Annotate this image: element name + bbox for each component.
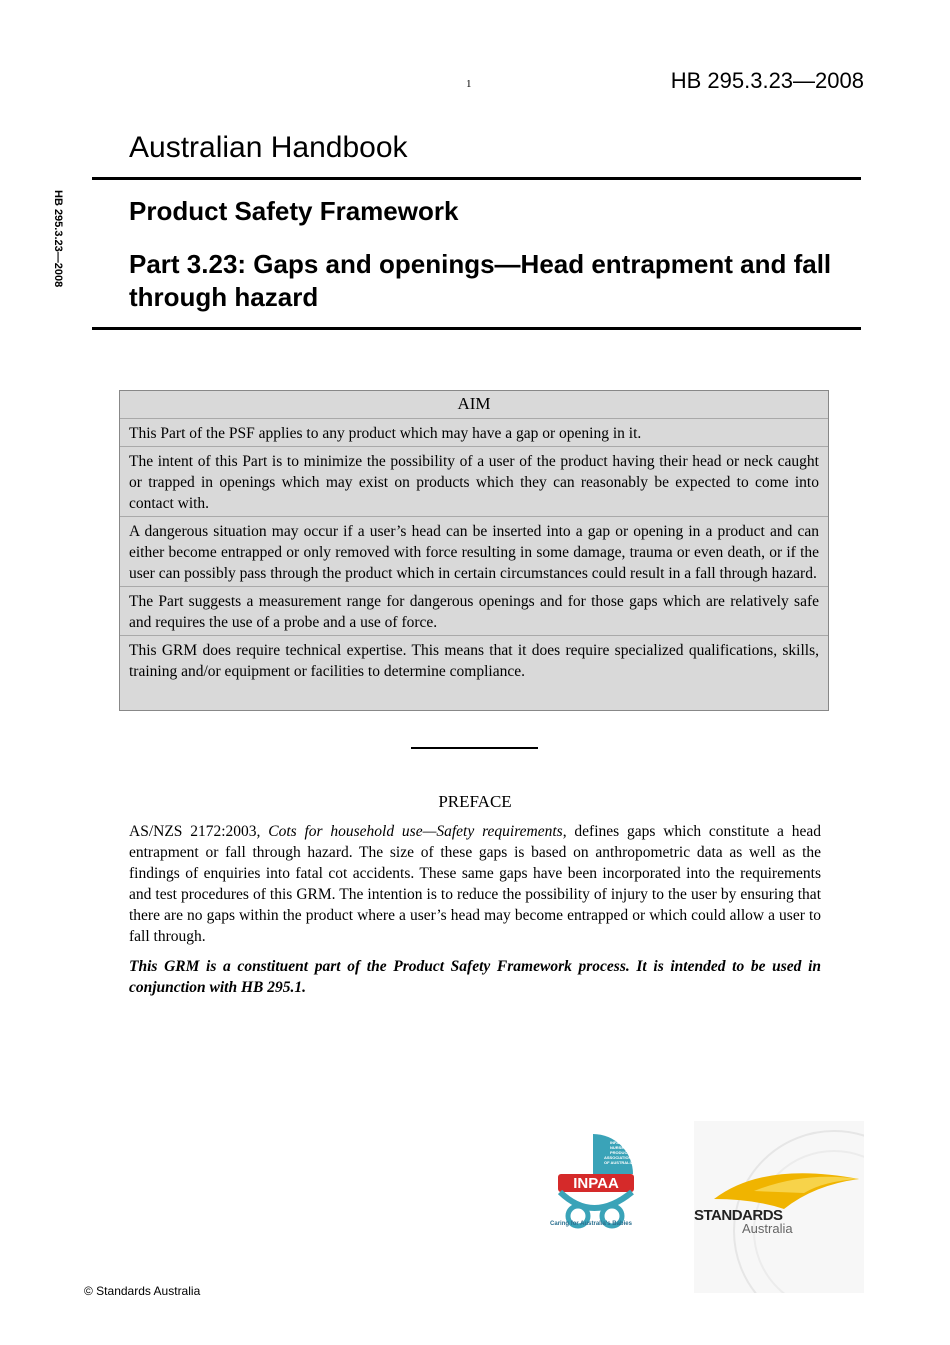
part-title: Part 3.23: Gaps and openings—Head entrapment and fall through hazard xyxy=(129,249,832,312)
inpaa-org-line: OF AUSTRALIA xyxy=(604,1160,634,1165)
handbook-title: Australian Handbook xyxy=(129,131,408,164)
aim-paragraph: The Part suggests a measurement range for dangerous openings and for those gaps which are relatively safe and requires the use of a probe and a use of force. xyxy=(120,586,828,635)
document-code: HB 295.3.23—2008 xyxy=(670,68,864,93)
spine-code: HB 295.3.23—2008 xyxy=(52,190,64,288)
title-rule-top xyxy=(92,177,861,180)
preface-heading: PREFACE xyxy=(438,792,512,811)
inpaa-org-line: PRODUCTS xyxy=(610,1150,633,1155)
aim-heading: AIM xyxy=(457,394,491,413)
inpaa-org-line: NURSERY xyxy=(610,1145,630,1150)
inpaa-org-line: INFANT & xyxy=(610,1140,629,1145)
standards-wordmark: STANDARDS xyxy=(694,1207,783,1224)
aim-paragraph: The intent of this Part is to minimize the possibility of a user of the product having their head or neck caught or trapped in openings which may exist on products which they can reasonably be expected to come into contact with. xyxy=(120,446,828,516)
inpaa-name: INPAA xyxy=(573,1175,619,1192)
preface-body xyxy=(129,821,821,1007)
inpaa-body xyxy=(560,1192,632,1208)
aim-paragraph: This GRM does require technical expertise. This means that it does require specialized qualifications, skills, training and/or equipment or facilities to determine compliance. xyxy=(120,635,828,684)
section-divider xyxy=(411,747,538,749)
page-number: 1 xyxy=(466,78,472,90)
framework-title: Product Safety Framework xyxy=(129,196,459,226)
aim-box xyxy=(119,390,829,711)
preface-text: , defines gaps which constitute a head entrapment or fall through hazard. The size of these gaps is based on anthropometric data as well as the findings of enquiries into fatal cot accidents. These same gaps have been incorporated into the requirements and test procedures of this GRM. The intention is to reduce the possibility of injury to the user by ensuring that there are no gaps within the product where a user’s head may become entrapped or which could allow a user to fall through. xyxy=(129,823,821,945)
copyright: © Standards Australia xyxy=(84,1284,201,1298)
standard-reference: AS/NZS 2172:2003 xyxy=(129,823,257,840)
title-rule-bottom xyxy=(92,327,861,330)
standards-subtitle: Australia xyxy=(742,1221,793,1236)
comma: , xyxy=(256,823,269,840)
preface-note: This GRM is a constituent part of the Product Safety Framework process. It is intended to be used in conjunction with HB 295.1. xyxy=(129,958,821,996)
spine-label xyxy=(48,190,68,330)
standard-title: Cots for household use—Safety requirements xyxy=(268,823,563,840)
aim-paragraph: This Part of the PSF applies to any product which may have a gap or opening in it. xyxy=(120,418,828,446)
inpaa-org-line: ASSOCIATION xyxy=(604,1155,632,1160)
inpaa-tagline: Caring for Australia's Babies xyxy=(550,1221,632,1227)
preface-paragraph xyxy=(129,821,821,947)
aim-paragraph: A dangerous situation may occur if a user’s head can be inserted into a gap or opening in a product and can either become entrapped or only removed with force resulting in some damage, trauma or even death, or if the user can possibly pass through the product which in certain circumstances could result in a fall through hazard. xyxy=(120,516,828,586)
